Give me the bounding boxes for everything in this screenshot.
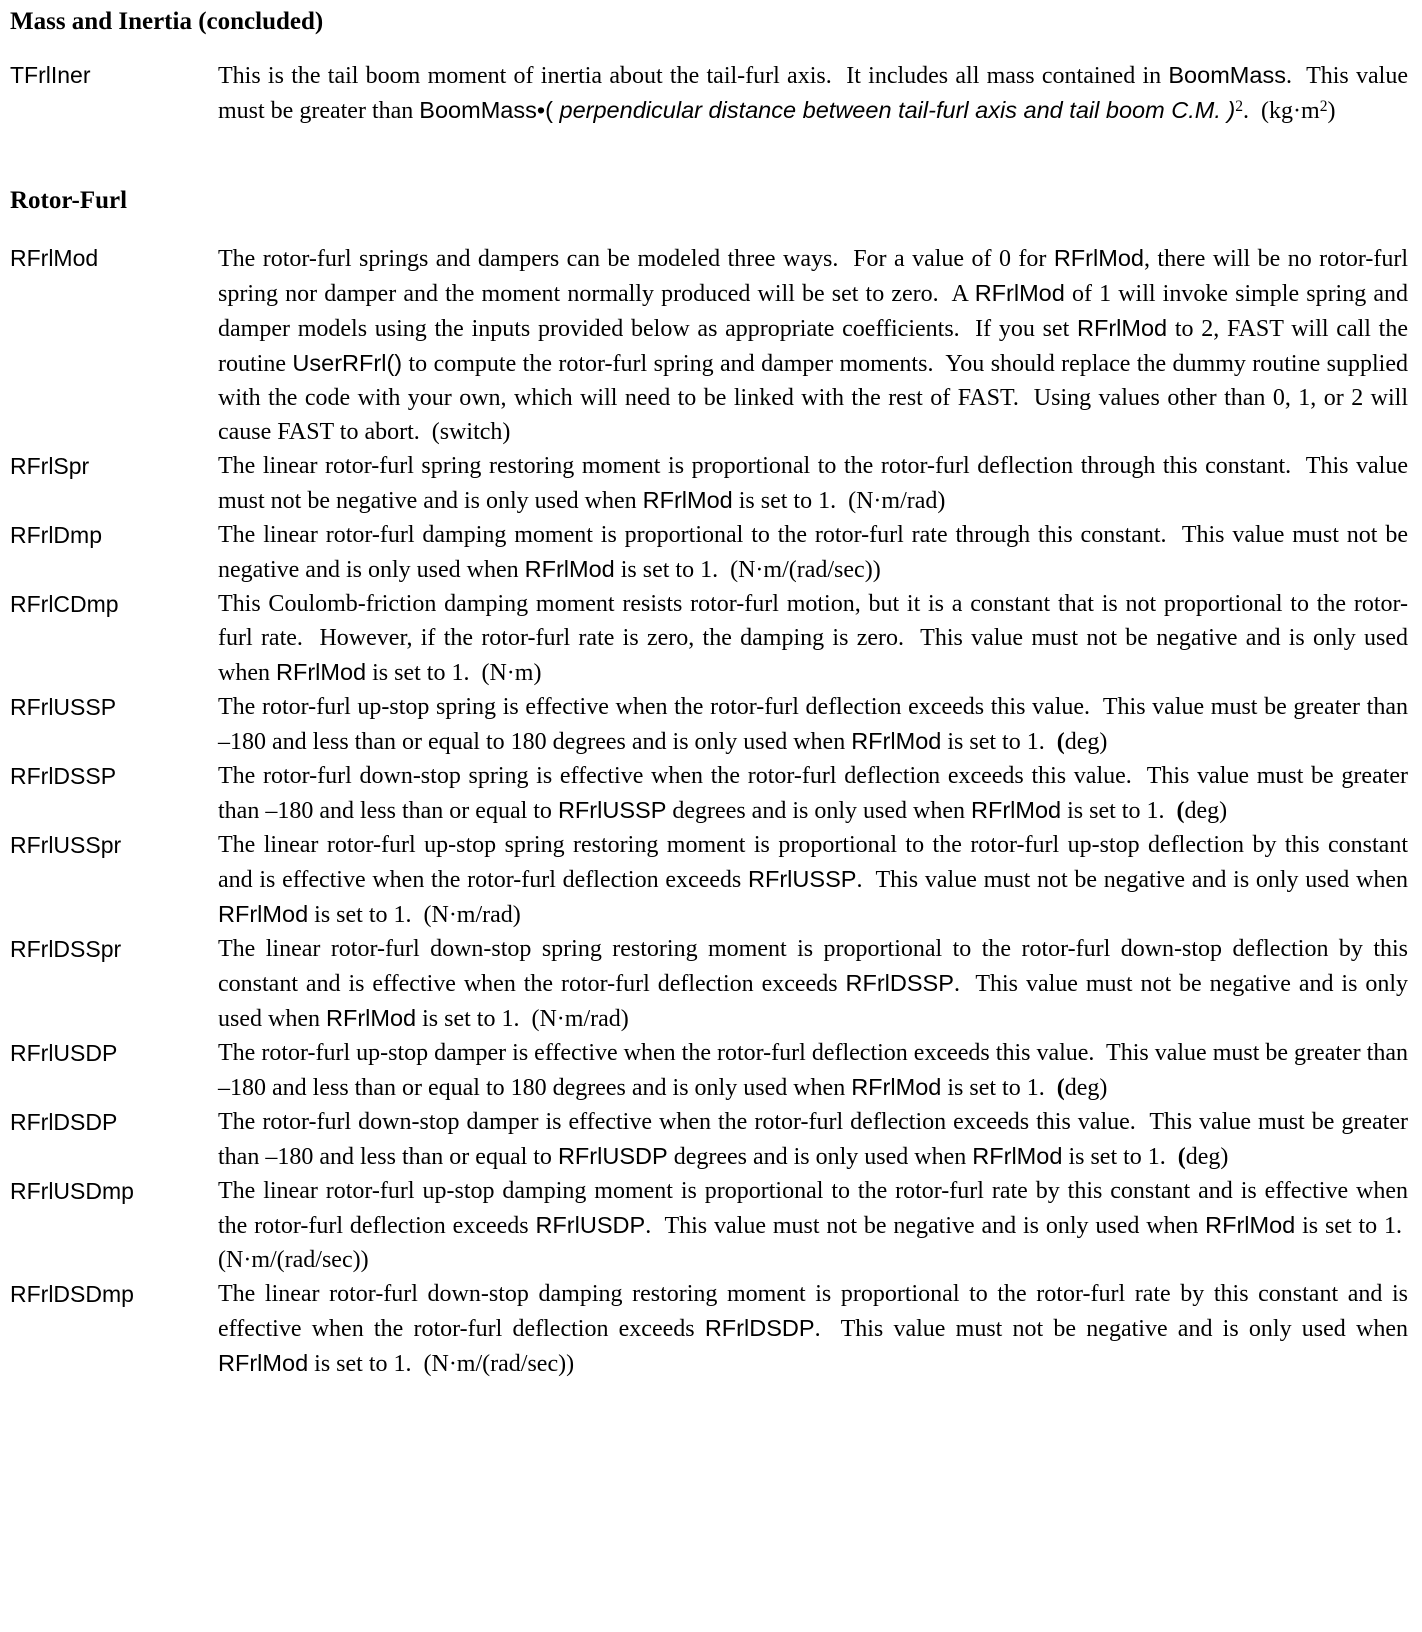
parameter-description (218, 759, 1408, 828)
text-segment: The linear rotor-furl up-stop spring restoring moment is proportional to the rotor-furl up-stop deflection by this constant and is effective when the rotor-furl deflection exceeds (218, 832, 1408, 893)
text-segment: of 1 will invoke simple spring and damper models using the inputs provided below as appropriate coefficients. If you set (218, 281, 1409, 342)
text-segment: is set to 1. (1061, 798, 1177, 824)
text-segment: ) (1220, 97, 1236, 123)
text-segment: This Coulomb-friction damping moment resists rotor-furl motion, but it is a constant that is not proportional to the rotor-furl rate. However, if the rotor-furl rate is zero, the damping is zero. This value must not be negative and is only used when (218, 591, 1408, 686)
definition-entry (10, 1277, 1408, 1381)
text-segment: ) (1327, 98, 1336, 124)
parameter-description (218, 518, 1408, 587)
text-segment: is set to 1. (N·m/rad) (416, 1006, 629, 1032)
parameter-description (218, 1036, 1408, 1105)
definition-entry (10, 828, 1408, 932)
parameter-name: RFrlDSSP (10, 763, 117, 789)
text-segment: degrees and is only used when (666, 798, 971, 824)
text-segment: is set to 1. (N·m) (366, 660, 542, 686)
text-segment: RFrlUSSP (748, 866, 857, 892)
definition-entry (10, 1105, 1408, 1174)
text-segment: The linear rotor-furl up-stop damping moment is proportional to the rotor-furl rate by this constant and is effective when the rotor-furl deflection exceeds (218, 1178, 1408, 1239)
parameter-description (218, 932, 1408, 1036)
text-segment: deg) (1184, 798, 1228, 824)
text-segment: UserRFrl() (292, 350, 403, 376)
text-segment: BoomMass•( (419, 97, 560, 123)
text-segment: RFrlMod (325, 1005, 417, 1031)
text-segment: RFrlMod (851, 1074, 942, 1100)
parameter-description (218, 1105, 1408, 1174)
text-segment: The linear rotor-furl down-stop damping restoring moment is proportional to the rotor-furl rate by this constant and is effective when the rotor-furl deflection exceeds (218, 1281, 1408, 1342)
text-segment: deg) (1185, 1144, 1229, 1170)
text-segment: ( (1177, 1144, 1186, 1170)
text-segment: to 2, FAST will call the routine (218, 316, 1408, 377)
parameter-name: RFrlUSSP (10, 694, 117, 720)
text-segment: , there will be no rotor-furl spring nor damper and the moment normally produced will be set to zero. A (218, 246, 1408, 307)
parameter-description (218, 587, 1408, 690)
text-segment: RFrlUSSP (557, 797, 667, 823)
text-segment: to compute the rotor-furl spring and damper moments. You should replace the dummy routine supplied with the code with your own, which will need to be linked with the rest of FAST. Using values other than 0, 1, or 2 will cause FAST to abort. (switch) (218, 351, 1408, 445)
text-segment: 2 (1235, 97, 1244, 115)
parameter-description (218, 1174, 1408, 1277)
text-segment: RFrlMod (1076, 315, 1168, 341)
definition-entry (10, 58, 1408, 128)
parameter-description (218, 241, 1408, 449)
text-segment: . This value must not be negative and is only used when (814, 1316, 1408, 1342)
text-segment: RFrlMod (972, 1143, 1063, 1169)
text-segment: The rotor-furl down-stop spring is effective when the rotor-furl deflection exceeds this value. This value must be greater than –180 and less than or equal to (218, 763, 1408, 824)
text-segment: The linear rotor-furl spring restoring moment is proportional to the rotor-furl deflection through this constant. This value must not be negative and is only used when (218, 453, 1408, 514)
definition-entry (10, 1174, 1408, 1277)
parameter-name: RFrlMod (10, 245, 99, 271)
parameter-name: RFrlDSDmp (10, 1281, 134, 1307)
definition-entry (10, 241, 1408, 449)
text-segment: is set to 1. (N·m/rad) (732, 488, 946, 514)
text-segment: is set to 1. (N·m/(rad/sec)) (614, 557, 881, 583)
text-segment: ( (1056, 1075, 1065, 1101)
text-segment: RFrlMod (218, 1350, 309, 1376)
text-segment: 2 (1319, 97, 1328, 115)
definition-entry (10, 1036, 1408, 1105)
text-segment: RFrlMod (1053, 245, 1144, 271)
text-segment: RFrlMod (970, 797, 1062, 823)
text-segment: The linear rotor-furl down-stop spring restoring moment is proportional to the rotor-furl down-stop deflection by this constant and is effective when the rotor-furl deflection exceeds (218, 936, 1408, 997)
definition-entry (10, 690, 1408, 759)
text-segment: . This value must be greater than (218, 63, 1408, 124)
text-segment: RFrlMod (851, 728, 942, 754)
parameter-name: RFrlCDmp (10, 591, 119, 617)
text-segment: degrees and is only used when (667, 1144, 973, 1170)
text-segment: is set to 1. (N·m/rad) (308, 902, 521, 928)
text-segment: RFrlDSDP (704, 1315, 815, 1341)
definition-entry (10, 587, 1408, 690)
text-segment: The rotor-furl up-stop damper is effective when the rotor-furl deflection exceeds this value. This value must be greater than –180 and less than or equal to 180 degrees and is only used when (218, 1040, 1408, 1101)
text-segment: RFrlMod (642, 487, 733, 513)
text-segment: ( (1056, 729, 1065, 755)
text-segment: is set to 1. (N·m/(rad/sec)) (308, 1351, 575, 1377)
parameter-description (218, 58, 1408, 128)
parameter-name: RFrlSpr (10, 453, 90, 479)
parameter-name: RFrlUSDmp (10, 1178, 134, 1204)
text-segment: The linear rotor-furl damping moment is proportional to the rotor-furl rate through this constant. This value must not be negative and is only used when (218, 522, 1408, 583)
definition-entry (10, 759, 1408, 828)
text-segment: RFrlUSDP (557, 1143, 668, 1169)
parameter-description (218, 1277, 1408, 1381)
parameter-description (218, 690, 1408, 759)
text-segment: RFrlMod (275, 659, 367, 685)
text-segment: The rotor-furl springs and dampers can be modeled three ways. For a value of 0 for (218, 246, 1054, 272)
parameter-name: RFrlDmp (10, 522, 102, 548)
parameter-name: TFrlIner (10, 62, 91, 88)
text-segment: deg) (1064, 729, 1108, 755)
text-segment: The rotor-furl up-stop spring is effective when the rotor-furl deflection exceeds this value. This value must be greater than –180 and less than or equal to 180 degrees and is only used when (218, 694, 1408, 755)
text-segment: is set to 1. (1062, 1144, 1178, 1170)
text-segment: . This value must not be negative and is only used when (645, 1213, 1206, 1239)
text-segment: is set to 1. (941, 1075, 1057, 1101)
text-segment: . This value must not be negative and is only used when (218, 971, 1408, 1032)
parameter-description (218, 828, 1408, 932)
text-segment: RFrlMod (974, 280, 1065, 306)
text-segment: RFrlMod (524, 556, 615, 582)
text-segment: RFrlUSDP (535, 1212, 646, 1238)
parameter-name: RFrlDSDP (10, 1109, 118, 1135)
text-segment: RFrlDSSP (845, 970, 954, 996)
section-heading: Rotor-Furl (10, 187, 128, 214)
text-segment: RFrlMod (1205, 1212, 1296, 1238)
text-segment: RFrlMod (218, 901, 309, 927)
text-segment: . This value must not be negative and is only used when (856, 867, 1408, 893)
parameter-name: RFrlUSSpr (10, 832, 122, 858)
text-segment: ( (1176, 798, 1185, 824)
text-segment: perpendicular distance between tail-furl axis and tail boom C.M. (559, 97, 1221, 123)
definition-entry (10, 518, 1408, 587)
parameter-name: RFrlDSSpr (10, 936, 122, 962)
text-segment: . (kg·m (1243, 98, 1320, 124)
text-segment: BoomMass (1168, 62, 1286, 88)
definition-entry (10, 932, 1408, 1036)
section-heading: Mass and Inertia (concluded) (10, 8, 324, 35)
text-segment: is set to 1. (941, 729, 1057, 755)
parameter-description (218, 449, 1408, 518)
text-segment: The rotor-furl down-stop damper is effective when the rotor-furl deflection exceeds this value. This value must be greater than –180 and less than or equal to (218, 1109, 1408, 1170)
definition-entry (10, 449, 1408, 518)
parameter-name: RFrlUSDP (10, 1040, 118, 1066)
text-segment: This is the tail boom moment of inertia about the tail-furl axis. It includes all mass contained in (218, 63, 1169, 89)
text-segment: deg) (1064, 1075, 1108, 1101)
text-segment: is set to 1. (N·m/(rad/sec)) (218, 1213, 1408, 1273)
